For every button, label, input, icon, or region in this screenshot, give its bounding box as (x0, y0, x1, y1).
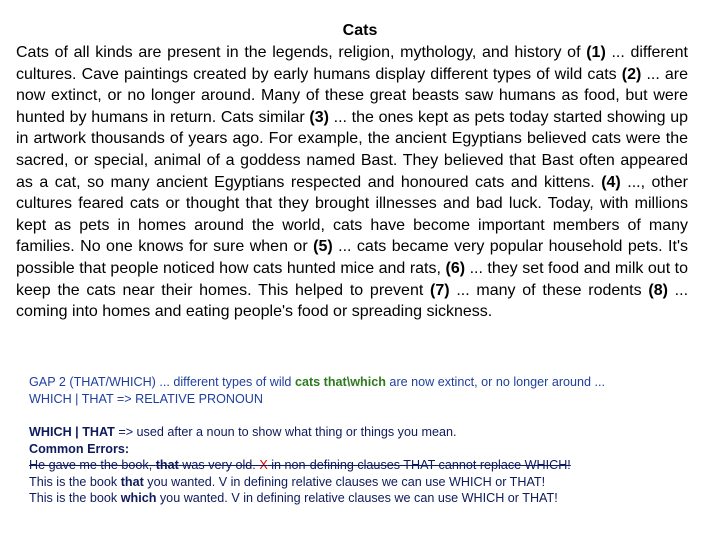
example-text: was very old. (178, 458, 260, 472)
gap-5-marker: (5) (313, 238, 333, 256)
context-text: GAP 2 (THAT/WHICH) ... different types of wild (29, 375, 295, 389)
cats-passage (16, 42, 688, 323)
example-keyword: which (120, 491, 157, 505)
example-note: in defining relative clauses we can use WHICH or THAT! (239, 491, 558, 505)
example-text: This is the book (29, 491, 121, 505)
gap-2-marker: (2) (621, 65, 642, 83)
passage-text: ... the ones kept as pets today started showing up in artwork thousands of years ago. For example, the ancient Egyptians believed cats were the sacred, or special, animal of a goddess named Bast. They believed that Bast often appeared as a cat, so many ancient Egyptians respected and honoured cats and kittens. (16, 108, 689, 191)
rule-text: => used after a noun to show what thing or things you mean. (114, 425, 457, 439)
gap-2-context-line (29, 374, 689, 391)
rule-keyword: WHICH | THAT (29, 425, 115, 439)
gap-3-marker: (3) (309, 108, 329, 126)
gap-1-marker: (1) (586, 44, 606, 61)
document-title: Cats (342, 22, 378, 39)
gap-8-marker: (8) (648, 281, 668, 299)
gap-7-marker: (7) (430, 281, 450, 299)
highlighted-answer: cats that\which (294, 375, 386, 389)
passage-text: ... many of these rodents (449, 281, 649, 299)
example-text: you wanted. (156, 491, 232, 505)
grammar-explanation (29, 374, 689, 507)
passage-text: ... coming into homes and eating people's food or spreading sickness. (16, 281, 689, 321)
wrong-mark: X (259, 458, 268, 472)
correct-example-which-line (29, 490, 689, 507)
example-text: He gave me the book, (29, 458, 156, 472)
usage-rule-line (29, 424, 689, 441)
passage-text: Cats of all kinds are present in the legends, religion, mythology, and history of (16, 44, 587, 61)
correct-mark: V (231, 491, 240, 505)
passage-text: ... different cultures. Cave paintings created by early humans display different types of wild cats (16, 44, 689, 83)
spacer (29, 407, 689, 424)
example-text: This is the book (29, 474, 121, 489)
passage-text: ... cats became very popular household pets. It's possible that people noticed how cats hunted mice and rats, (16, 238, 688, 277)
error-example-line (29, 457, 689, 474)
example-text: you wanted. (143, 474, 219, 489)
example-keyword: that (155, 458, 179, 472)
passage-text: ... are now extinct, or no longer around. Many of these great beasts saw humans as food, but were hunted by humans in return. Cats similar (16, 65, 688, 126)
gap-6-marker: (6) (445, 259, 466, 277)
passage-text: ..., other cultures feared cats or thought that they brought illnesses and bad luck. Today, with millions kept as pets in homes around the world, cats have become important members of many families. No one knows for sure when or (16, 173, 689, 256)
example-keyword: that (120, 474, 144, 489)
correct-example-that-line (29, 474, 689, 491)
passage-text: ... they set food and milk out to keep the cats near their homes. This helped to prevent (16, 259, 689, 299)
gap-4-marker: (4) (601, 173, 621, 191)
context-text: are now extinct, or no longer around ... (385, 375, 606, 389)
example-note: in defining relative clauses we can use WHICH or THAT! (227, 474, 546, 489)
example-note: in non-defining clauses THAT cannot replace WHICH! (267, 458, 571, 472)
relative-pronoun-line: WHICH | THAT => RELATIVE PRONOUN (29, 391, 263, 406)
common-errors-heading: Common Errors: (29, 441, 130, 456)
correct-mark: V (218, 474, 228, 489)
